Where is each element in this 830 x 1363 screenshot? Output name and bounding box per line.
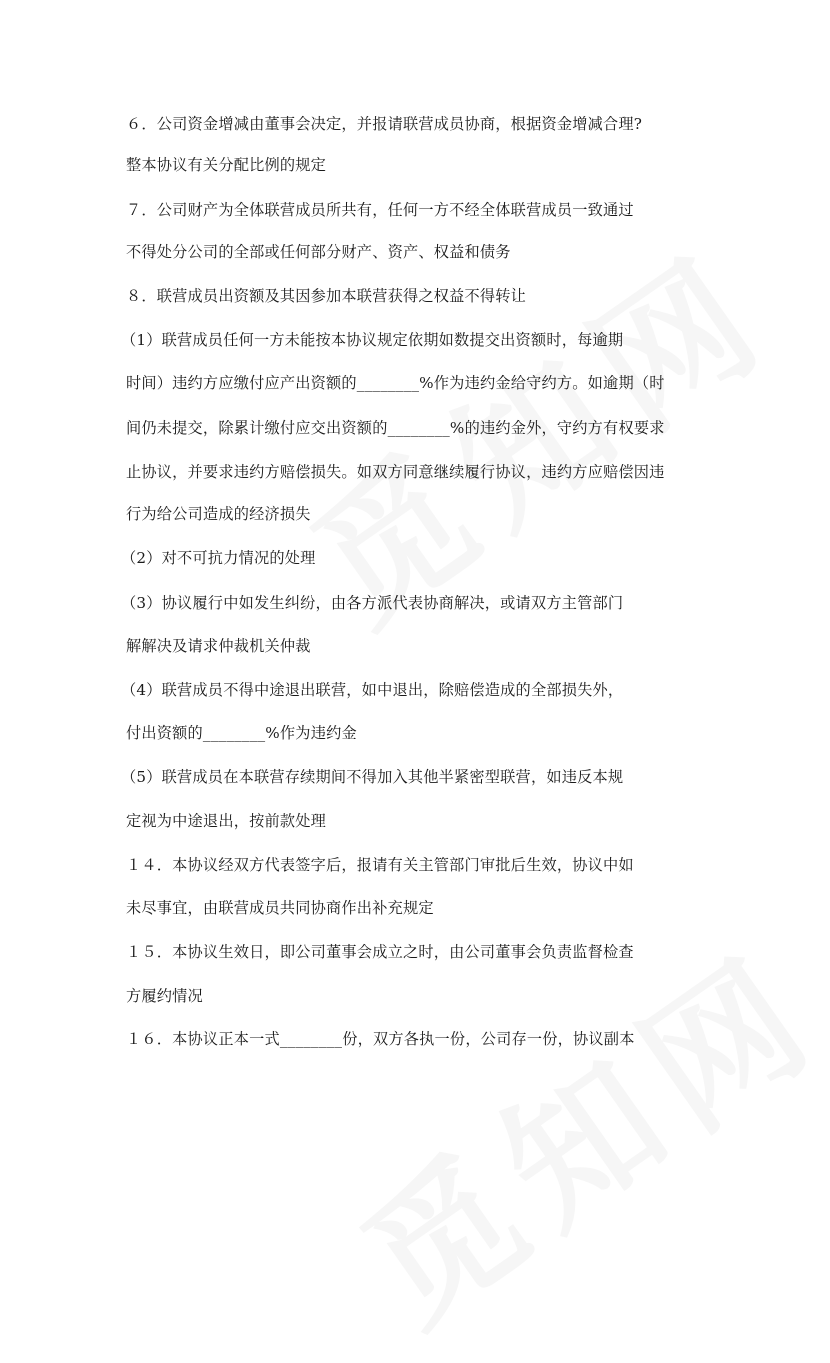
paragraph-line: 付出资额的________%作为违约金 xyxy=(126,724,357,742)
paragraph-line: ６．公司资金增减由董事会决定，并报请联营成员协商，根据资金增减合理? xyxy=(126,115,643,133)
paragraph-line: １５．本协议生效日，即公司董事会成立之时，由公司董事会负责监督检查 xyxy=(126,943,634,961)
paragraph-line: 整本协议有关分配比例的规定 xyxy=(126,156,327,174)
paragraph-line: １６．本协议正本一式________份，双方各执一份，公司存一份，协议副本 xyxy=(126,1030,635,1048)
paragraph-line: （5）联营成员在本联营存续期间不得加入其他半紧密型联营，如违反本规 xyxy=(121,768,624,786)
paragraph-line: 间仍未提交，除累计缴付应交出资额的________%的违约金外，守约方有权要求 xyxy=(126,419,665,437)
paragraph-line: ８．联营成员出资额及其因参加本联营获得之权益不得转让 xyxy=(126,287,527,305)
watermark xyxy=(314,893,830,1362)
paragraph-line: 止协议，并要求违约方赔偿损失。如双方同意继续履行协议，违约方应赔偿因违 xyxy=(126,463,665,481)
paragraph-line: 定视为中途退出，按前款处理 xyxy=(126,812,327,830)
paragraph-line: （1）联营成员任何一方未能按本协议规定依期如数提交出资额时，每逾期 xyxy=(121,331,624,349)
paragraph-line: 方履约情况 xyxy=(126,987,203,1005)
paragraph-line: （3）协议履行中如发生纠纷，由各方派代表协商解决，或请双方主管部门 xyxy=(121,594,624,612)
paragraph-line: 解解决及请求仲裁机关仲裁 xyxy=(126,637,311,655)
paragraph-line: 行为给公司造成的经济损失 xyxy=(126,505,311,523)
paragraph-line: ７．公司财产为全体联营成员所共有，任何一方不经全体联营成员一致通过 xyxy=(126,201,634,219)
paragraph-line: 不得处分公司的全部或任何部分财产、资产、权益和债务 xyxy=(126,243,511,261)
paragraph-line: 未尽事宜，由联营成员共同协商作出补充规定 xyxy=(126,899,434,917)
paragraph-line: 时间）违约方应缴付应产出资额的________%作为违约金给守约方。如逾期（时 xyxy=(126,374,665,392)
paragraph-line: １４．本协议经双方代表签字后，报请有关主管部门审批后生效，协议中如 xyxy=(126,856,634,874)
paragraph-line: （4）联营成员不得中途退出联营，如中退出，除赔偿造成的全部损失外， xyxy=(121,681,624,699)
paragraph-line: （2）对不可抗力情况的处理 xyxy=(121,549,316,567)
